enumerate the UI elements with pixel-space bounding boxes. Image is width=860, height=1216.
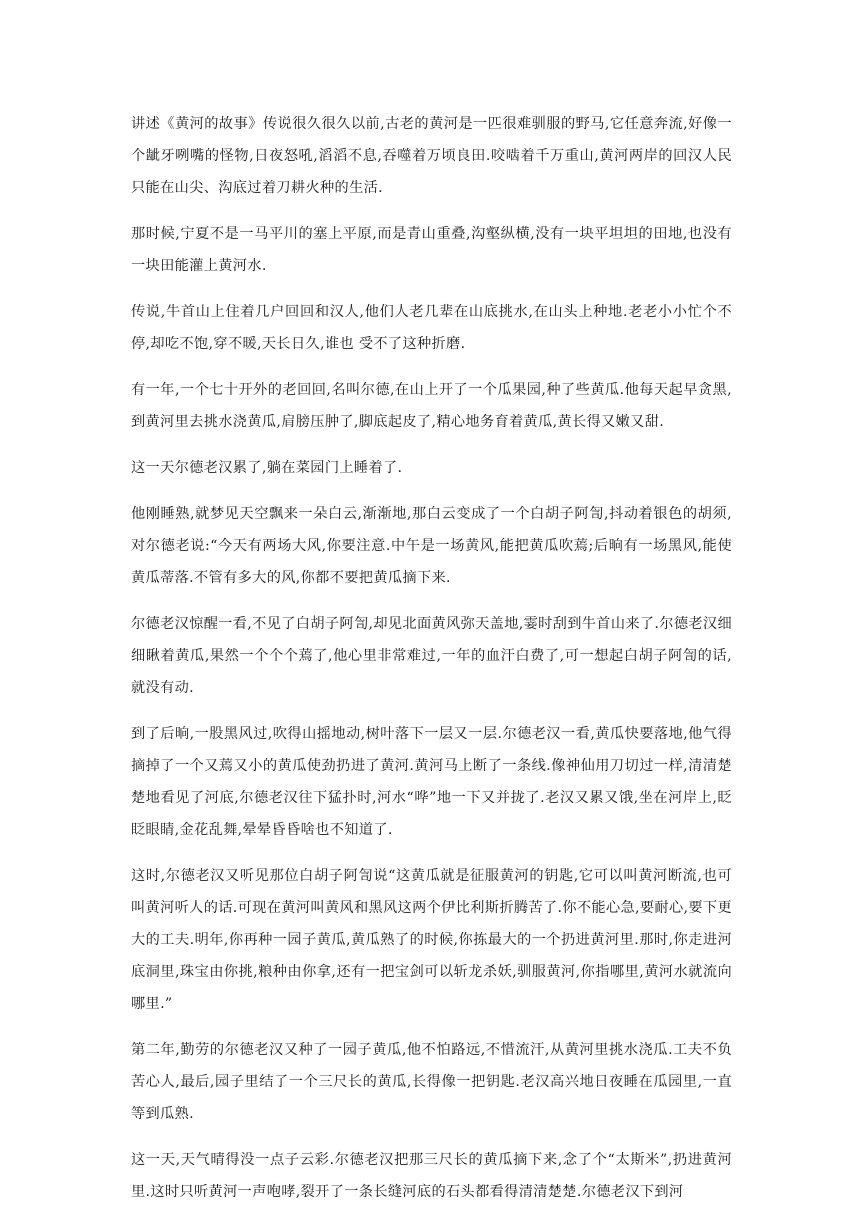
paragraph-ningxia: 那时候,宁夏不是一马平川的塞上平原,而是青山重叠,沟壑纵横,没有一块平坦坦的田地,也没有一块田能灌上黄河水. [131, 226, 732, 274]
paragraph-second-year: 第二年,勤劳的尔德老汉又种了一园子黄瓜,他不怕路远,不惜流汗,从黄河里挑水浇瓜.工夫不负苦心人,最后,园子里结了一个三尺长的黄瓜,长得像一把钥匙.老汉高兴地日夜睡在瓜园里,一直等到瓜熟. [131, 1042, 732, 1122]
paragraph-erde-garden: 有一年,一个七十开外的老回回,名叫尔德,在山上开了一个瓜果园,种了些黄瓜.他每天起早贪黑,到黄河里去挑水浇黄瓜,肩膀压肿了,脚底起皮了,精心地务育着黄瓜,黄长得又嫩又甜. [131, 382, 732, 430]
paragraph-yellow-wind: 尔德老汉惊醒一看,不见了白胡子阿訇,却见北面黄风弥天盖地,霎时刮到牛首山来了.尔德老汉细细瞅着黄瓜,果然一个个个蔫了,他心里非常难过,一年的血汗白费了,可一想起白胡子阿訇的话,就没有动. [131, 616, 732, 696]
paragraph-dream: 他刚睡熟,就梦见天空飘来一朵白云,渐渐地,那白云变成了一个白胡子阿訇,抖动着银色的胡须,对尔德老说:“今天有两场大风,你要注意.中午是一场黄风,能把黄瓜吹蔫;后晌有一场黑风,能使黄瓜蒂落.不管有多大的风,你都不要把黄瓜摘下来. [131, 506, 732, 586]
paragraph-black-wind: 到了后晌,一股黑风过,吹得山摇地动,树叶落下一层又一层.尔德老汉一看,黄瓜快要落地,他气得摘掉了一个又蔫又小的黄瓜使劲扔进了黄河.黄河马上断了一条线.像神仙用刀切过一样,清清楚楚地看见了河底,尔德老汉往下猛扑时,河水“哗”地一下又并拢了.老汉又累又饿,坐在河岸上,眨眨眼睛,金花乱舞,晕晕昏昏啥也不知道了. [131, 726, 732, 838]
paragraph-key-cucumber: 这一天,天气晴得没一点子云彩.尔德老汉把那三尺长的黄瓜摘下来,念了个“太斯米”,扔进黄河里.这时只听黄河一声咆哮,裂开了一条长缝河底的石头都看得清清楚楚.尔德老汉下到河 [131, 1152, 732, 1200]
paragraph-ahong-speaks: 这时,尔德老汉又听见那位白胡子阿訇说“这黄瓜就是征服黄河的钥匙,它可以叫黄河断流,也可叫黄河听人的话.可现在黄河叫黄风和黑风这两个伊比利斯折腾苦了.你不能心急,要耐心,要下更大的工夫.明年,你再种一园子黄瓜,黄瓜熟了的时候,你拣最大的一个扔进黄河里.那时,你走进河底洞里,珠宝由你挑,粮种由你拿,还有一把宝剑可以斩龙杀妖,驯服黄河,你指哪里,黄河水就流向哪里.” [131, 868, 732, 1012]
paragraph-erde-sleeps: 这一天尔德老汉累了,躺在菜园门上睡着了. [131, 460, 403, 476]
paragraph-intro: 讲述《黄河的故事》传说很久很久以前,古老的黄河是一匹很难驯服的野马,它任意奔流,好像一个龇牙咧嘴的怪物,日夜怒吼,滔滔不息,吞噬着万顷良田.咬啮着千万重山,黄河两岸的回汉人民只能在山尖、沟底过着刀耕火种的生活. [131, 116, 732, 196]
paragraph-niushou-mountain: 传说,牛首山上住着几户回回和汉人,他们人老几辈在山底挑水,在山头上种地.老老小小忙个不停,却吃不饱,穿不暖,天长日久,谁也 受不了这种折磨. [131, 304, 732, 352]
